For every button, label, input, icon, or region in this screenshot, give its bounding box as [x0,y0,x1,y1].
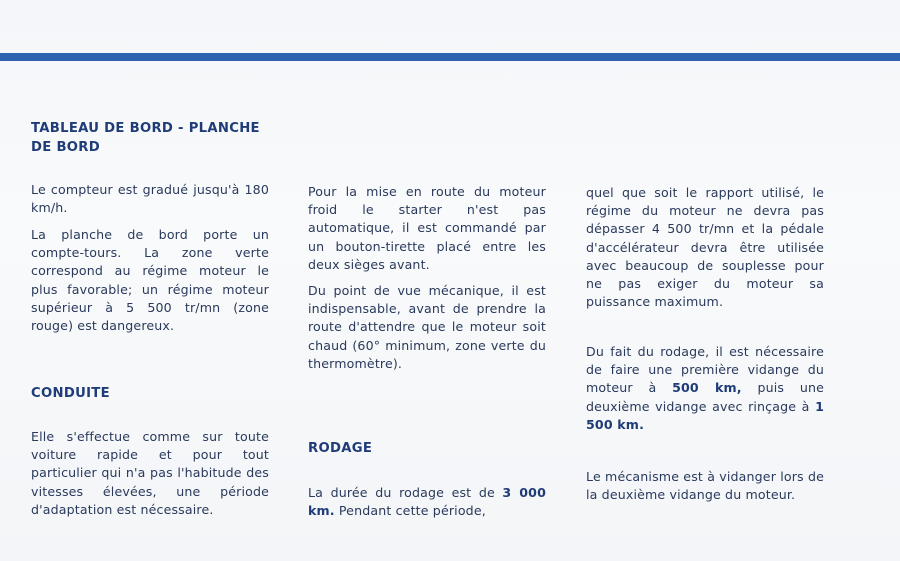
top-blue-rule [0,53,900,61]
paragraph-text [586,343,824,434]
paragraph-mise-en-route [308,183,546,274]
paragraph-text: Elle s'effectue comme sur toute voiture rapide et pour tout particulier qui n'a pas l'habitude des vitesses élevées, une période d'adaptation est nécessaire. [31,429,269,517]
bold-value-500-km: 500 km, [672,380,742,396]
paragraph-conduite [31,428,269,519]
text-run: Du fait du rodage, il est nécessaire de faire une première vidange du moteur à [586,344,824,396]
paragraph-compteur [31,181,269,217]
paragraph-text: quel que soit le rapport utilisé, le régime du moteur ne devra pas dépasser 4 500 tr/mn et la pédale d'accélérateur devra être utilisée avec beaucoup de souplesse pour ne pas exiger du moteur sa puissance maximum. [586,185,824,310]
paragraph-text: Le compteur est gradué jusqu'à 180 km/h. [31,182,269,216]
bold-value-1500-km: 1 500 km. [586,398,824,432]
text-run: puis une deuxième vidange avec rinçage à [586,380,824,414]
heading-conduite: CONDUITE [31,386,110,401]
text-run: La durée du rodage est de [308,485,503,500]
paragraph-text: Pour la mise en route du moteur froid le starter n'est pas automatique, il est commandé par un bouton-tirette placé entre les deux sièges avant. [308,184,546,272]
paragraph-duree-rodage [308,484,546,520]
paragraph-point-de-vue-mecanique [308,282,546,373]
paragraph-text: Le mécanisme est à vidanger lors de la deuxième vidange du moteur. [586,469,824,503]
paragraph-vidange [586,343,824,434]
bold-value-3000-km: 3 000 km. [308,485,547,519]
paragraph-mecanisme [586,468,824,504]
text-run: Pendant cette période, [334,503,486,519]
heading-tableau-de-bord: TABLEAU DE BORD - PLANCHE DE BORD [31,121,260,155]
paragraph-text [308,484,546,520]
paragraph-regime-rodage [586,184,824,311]
paragraph-planche-de-bord [31,226,269,335]
paragraph-text: La planche de bord porte un compte-tours. La zone verte correspond au régime moteur le plus favorable; un régime moteur supérieur à 5 500 tr/mn (zone rouge) est dangereux. [31,227,269,334]
paragraph-text: Du point de vue mécanique, il est indispensable, avant de prendre la route d'attendre que le moteur soit chaud (60° minimum, zone verte du thermomètre). [308,283,546,371]
heading-rodage: RODAGE [308,441,373,456]
